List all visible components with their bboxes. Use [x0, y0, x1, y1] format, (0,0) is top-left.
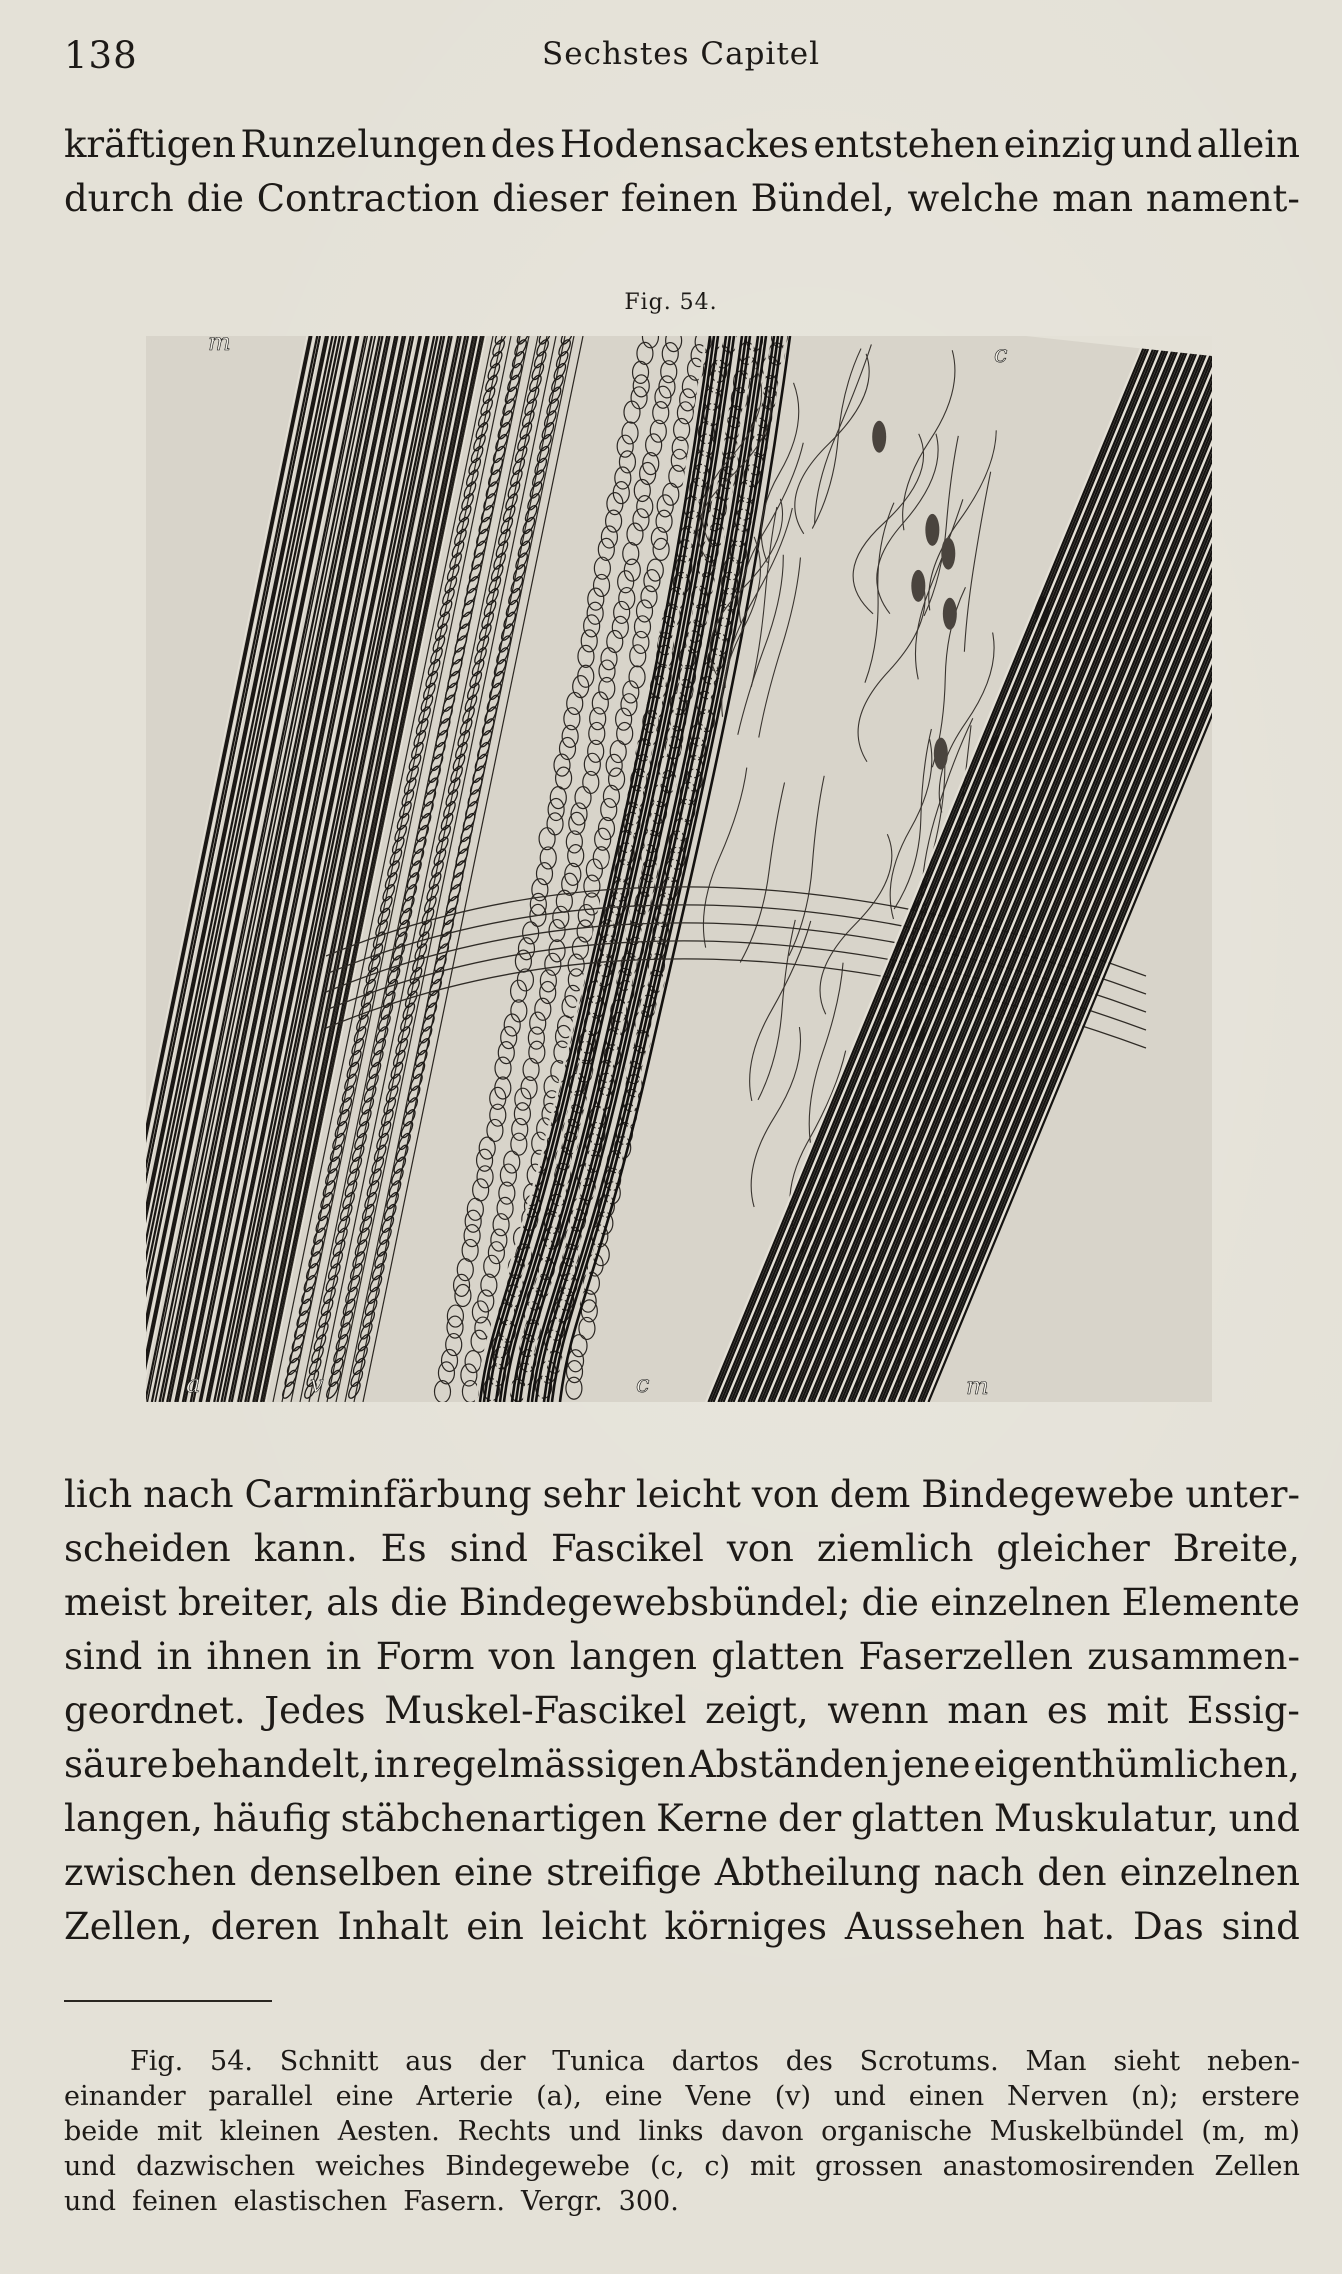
page-header [64, 30, 1304, 80]
word: man [1052, 177, 1134, 220]
word: (c, [650, 2151, 685, 2182]
word: (n); [1131, 2081, 1179, 2112]
word: feinen [132, 2186, 218, 2217]
figure-marker-c: c [994, 340, 1008, 368]
caption-line [64, 2114, 1300, 2149]
word: sieht [1113, 2046, 1181, 2077]
word: (a), [536, 2081, 582, 2112]
word: Abtheilung [714, 1851, 921, 1894]
word: man [947, 1689, 1029, 1732]
figure-marker-v: v [310, 1370, 324, 1398]
word: anastomosirenden [942, 2151, 1195, 2182]
word: in [373, 1743, 410, 1786]
figure-marker-c: c [636, 1370, 650, 1398]
word: glatten [850, 1797, 985, 1840]
word: und [64, 2151, 117, 2182]
word: den [1037, 1851, 1107, 1894]
word: als [326, 1581, 380, 1624]
word: Zellen [1214, 2151, 1300, 2182]
word: links [638, 2116, 704, 2147]
word: Vene [685, 2081, 752, 2112]
word: parallel [208, 2081, 313, 2112]
word: Rechts [457, 2116, 552, 2147]
text-line [64, 1576, 1300, 1630]
word: zwischen [64, 1851, 237, 1894]
word: Jedes [264, 1689, 366, 1732]
word: und [568, 2116, 621, 2147]
text-line [64, 1900, 1300, 1954]
word: Essig- [1186, 1689, 1300, 1732]
word: ihnen [206, 1635, 312, 1678]
word: m) [1263, 2116, 1300, 2147]
word: grossen [815, 2151, 923, 2182]
footnote-rule [64, 2000, 272, 2002]
word: Es [380, 1527, 427, 1570]
word: leicht [635, 1473, 741, 1516]
word: mit [156, 2116, 202, 2147]
text-line [64, 1684, 1300, 1738]
word: Bindegewebe [445, 2151, 631, 2182]
word: Inhalt [337, 1905, 449, 1948]
word: zusammen- [1087, 1635, 1300, 1678]
word: welche [907, 177, 1040, 220]
word: nach [143, 1473, 234, 1516]
word: in [156, 1635, 193, 1678]
word: es [1046, 1689, 1088, 1732]
word: mit [749, 2151, 796, 2182]
word: zeigt, [705, 1689, 809, 1732]
word: von [726, 1527, 794, 1570]
word: Muskulatur, [993, 1797, 1219, 1840]
word: Arterie [416, 2081, 514, 2112]
word: leicht [541, 1905, 647, 1948]
word: dartos [671, 2046, 759, 2077]
word: von [488, 1635, 556, 1678]
text-line [64, 1792, 1300, 1846]
word: der [777, 1797, 842, 1840]
word: neben- [1206, 2046, 1300, 2077]
word: einen [908, 2081, 985, 2112]
word: Vergr. [520, 2186, 603, 2217]
word: nament- [1145, 177, 1300, 220]
word: nach [933, 1851, 1025, 1894]
word: lich [64, 1473, 133, 1516]
word: sind [1221, 1905, 1300, 1948]
word: breiter, [177, 1581, 316, 1624]
figure-marker-m: m [966, 1372, 989, 1400]
word: Schnitt [279, 2046, 379, 2077]
word: Kerne [656, 1797, 769, 1840]
word: in [325, 1635, 362, 1678]
caption-line [64, 2079, 1300, 2114]
body-text-top [64, 118, 1300, 226]
word: jene [891, 1743, 971, 1786]
word: Bindegewebe [921, 1473, 1175, 1516]
word: Nerven [1007, 2081, 1109, 2112]
word: 300. [618, 2186, 679, 2217]
word: Fig. [130, 2046, 184, 2077]
word: kleinen [219, 2116, 321, 2147]
engraving-illustration [146, 336, 1212, 1402]
word: Elemente [1121, 1581, 1300, 1624]
running-head: Sechstes Capitel [542, 36, 821, 72]
word: Abständen [688, 1743, 889, 1786]
word: Das [1133, 1905, 1204, 1948]
word: Fasern. [403, 2186, 505, 2217]
text-line [64, 1522, 1300, 1576]
word: der [479, 2046, 526, 2077]
caption-line [64, 2184, 1300, 2219]
word: erstere [1201, 2081, 1300, 2112]
word: die [186, 177, 244, 220]
figure-caption [64, 2044, 1300, 2219]
caption-line [64, 2044, 1300, 2079]
word: sind [449, 1527, 528, 1570]
word: Tunica [552, 2046, 645, 2077]
word: langen, [64, 1797, 203, 1840]
word: und [1120, 123, 1193, 166]
word: denselben [249, 1851, 441, 1894]
word: sehr [542, 1473, 626, 1516]
word: die [861, 1581, 919, 1624]
word: körniges [664, 1905, 828, 1948]
engraving-figure [146, 336, 1212, 1402]
word: (v) [774, 2081, 812, 2112]
word: einzelnen [930, 1581, 1111, 1624]
word: sind [64, 1635, 143, 1678]
word: säure [64, 1743, 169, 1786]
word: scheiden [64, 1527, 231, 1570]
text-line [64, 1738, 1300, 1792]
word: ein [466, 1905, 524, 1948]
word: Carminfärbung [244, 1473, 532, 1516]
word: entstehen [813, 123, 1000, 166]
word: von [751, 1473, 819, 1516]
word: (m, [1201, 2116, 1247, 2147]
word: 54. [210, 2046, 253, 2077]
word: Aussehen [844, 1905, 1025, 1948]
word: einzig [1003, 123, 1117, 166]
word: mit [1106, 1689, 1169, 1732]
word: Zellen, [64, 1905, 193, 1948]
word: einander [64, 2081, 186, 2112]
word: beide [64, 2116, 140, 2147]
caption-line [64, 2149, 1300, 2184]
word: Contraction [256, 177, 480, 220]
word: stäbchenartigen [340, 1797, 647, 1840]
word: elastischen [233, 2186, 388, 2217]
word: Breite, [1172, 1527, 1300, 1570]
word: weiches [315, 2151, 426, 2182]
word: Runzelungen [240, 123, 487, 166]
word: durch [64, 177, 174, 220]
word: kann. [253, 1527, 358, 1570]
word: geordnet. [64, 1689, 246, 1732]
text-line [64, 172, 1300, 226]
word: feinen [620, 177, 738, 220]
word: Faserzellen [858, 1635, 1074, 1678]
word: die [390, 1581, 448, 1624]
word: einzelnen [1119, 1851, 1300, 1894]
word: wenn [827, 1689, 929, 1732]
word: ziemlich [816, 1527, 974, 1570]
word: Fascikel [550, 1527, 704, 1570]
word: dazwischen [136, 2151, 296, 2182]
text-line [64, 1846, 1300, 1900]
word: c) [704, 2151, 730, 2182]
body-text-bottom [64, 1468, 1300, 1954]
word: regelmässigen [412, 1743, 686, 1786]
text-line [64, 1630, 1300, 1684]
word: davon [721, 2116, 804, 2147]
text-line [64, 1468, 1300, 1522]
word: gleicher [996, 1527, 1150, 1570]
figure-marker-m: m [208, 336, 231, 356]
word: unter- [1185, 1473, 1300, 1516]
word: deren [210, 1905, 320, 1948]
figure-marker-a: a [186, 1370, 201, 1398]
word: eine [604, 2081, 663, 2112]
word: allein [1196, 123, 1300, 166]
page-number: 138 [64, 34, 138, 77]
text-line [64, 118, 1300, 172]
word: und [1228, 1797, 1300, 1840]
word: und [64, 2186, 117, 2217]
word: Form [375, 1635, 475, 1678]
word: behandelt, [171, 1743, 371, 1786]
word: hat. [1042, 1905, 1116, 1948]
word: Hodensackes [559, 123, 809, 166]
word: eigenthümlichen, [973, 1743, 1300, 1786]
word: Aesten. [337, 2116, 440, 2147]
word: glatten [711, 1635, 845, 1678]
word: organische [821, 2116, 973, 2147]
word: meist [64, 1581, 167, 1624]
word: Man [1025, 2046, 1087, 2077]
word: dieser [492, 177, 609, 220]
word: eine [335, 2081, 394, 2112]
figure-label: Fig. 54. [624, 290, 718, 315]
word: dem [829, 1473, 911, 1516]
word: Bündel, [750, 177, 895, 220]
word: Bindegewebsbündel; [458, 1581, 851, 1624]
word: des [785, 2046, 833, 2077]
word: Scrotums. [859, 2046, 999, 2077]
word: und [833, 2081, 886, 2112]
word: Muskelbündel [989, 2116, 1184, 2147]
word: langen [569, 1635, 697, 1678]
word: des [490, 123, 556, 166]
word: aus [405, 2046, 453, 2077]
word: kräftigen [64, 123, 236, 166]
word: streifige [546, 1851, 702, 1894]
word: eine [453, 1851, 534, 1894]
word: Muskel-Fascikel [384, 1689, 687, 1732]
word: häufig [212, 1797, 331, 1840]
